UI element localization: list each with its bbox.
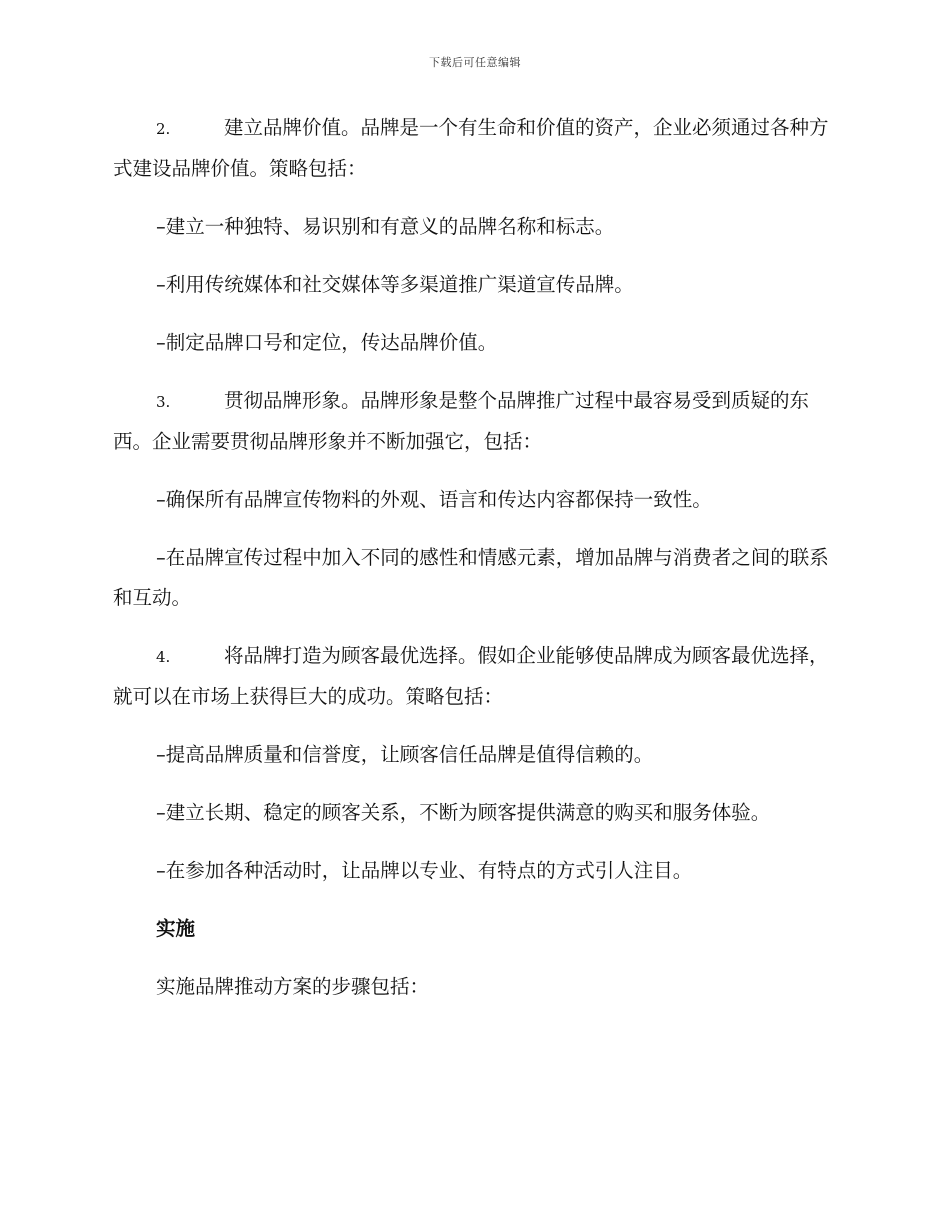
section-3-bullet-1: –确保所有品牌宣传物料的外观、语言和传达内容都保持一致性。 [156,488,712,511]
section-2-bullet-3: –制定品牌口号和定位，传达品牌价值。 [156,331,498,354]
implementation-heading: 实施 [156,917,196,940]
document-body [113,108,837,1025]
section-2-bullet-1: –建立一种独特、易识别和有意义的品牌名称和标志。 [156,215,615,238]
section-4-text: 将品牌打造为顾客最优选择。假如企业能够使品牌成为顾客最优选择，就可以在市场上获得巨大的成功。策略包括： [113,644,829,708]
section-4-bullet-3: –在参加各种活动时，让品牌以专业、有特点的方式引人注目。 [156,859,693,882]
section-3-text: 贯彻品牌形象。品牌形象是整个品牌推广过程中最容易受到质疑的东西。企业需要贯彻品牌形象并不断加强它，包括： [113,389,810,453]
section-3-paragraph [113,381,837,462]
section-2-bullet-2: –利用传统媒体和社交媒体等多渠道推广渠道宣传品牌。 [156,273,634,296]
section-4-bullet-2: –建立长期、稳定的顾客关系，不断为顾客提供满意的购买和服务体验。 [156,801,771,824]
section-4-bullet-1: –提高品牌质量和信誉度，让顾客信任品牌是值得信赖的。 [156,743,654,766]
section-2-text: 建立品牌价值。品牌是一个有生命和价值的资产，企业必须通过各种方式建设品牌价值。策略包括： [113,116,829,180]
section-4-paragraph [113,636,837,717]
section-4-number: 4. [156,648,171,666]
section-2-number: 2. [156,120,171,138]
section-3-bullet-2: –在品牌宣传过程中加入不同的感性和情感元素，增加品牌与消费者之间的联系和互动。 [113,546,829,609]
implementation-intro: 实施品牌推动方案的步骤包括： [156,975,430,998]
page-header: 下载后可任意编辑 [429,56,521,69]
section-2-paragraph [113,108,837,189]
section-3-number: 3. [156,393,171,411]
